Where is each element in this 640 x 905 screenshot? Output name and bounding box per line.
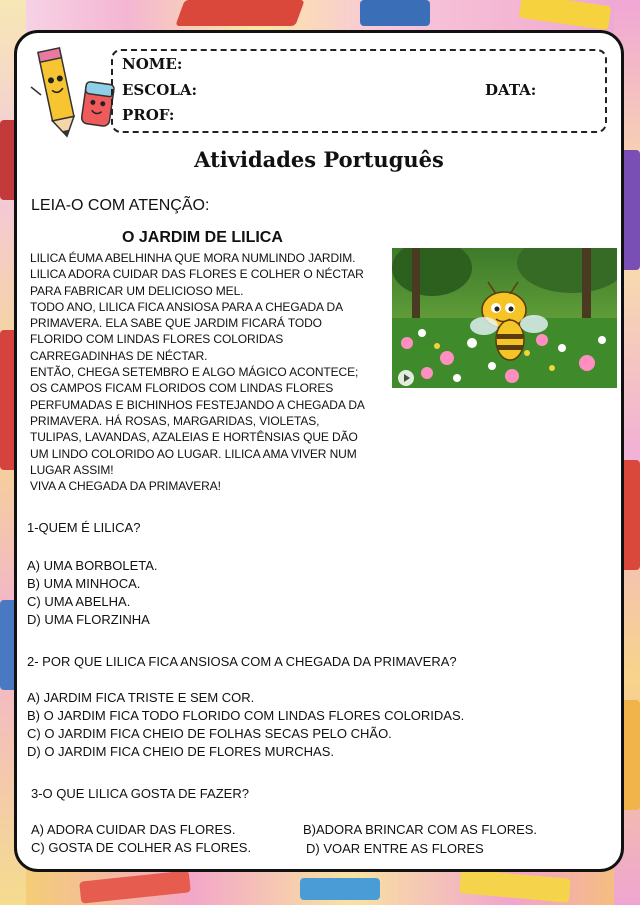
nome-label: NOME: [122, 55, 183, 73]
story-line: PARA FABRICAR UM DELICIOSO MEL. [30, 283, 244, 298]
reading-instruction: LEIA-O COM ATENÇÃO: [31, 197, 210, 214]
question-3-option: B)ADORA BRINCAR COM AS FLORES. [303, 822, 538, 837]
escola-label: ESCOLA: [122, 81, 197, 99]
student-info-box [111, 49, 607, 133]
prof-label: PROF: [122, 106, 175, 124]
story-line: PRIMAVERA. ELA SABE QUE JARDIM FICARÁ TODO [30, 316, 322, 331]
story-line: LILICA ÉUMA ABELHINHA QUE MORA NUMLINDO JARDIM. [30, 251, 356, 265]
question-1-option: B) UMA MINHOCA. [27, 576, 141, 591]
page-title: Atividades Português [194, 147, 444, 172]
story-line: PERFUMADAS E BICHINHOS FESTEJANDO A CHEGADA DA [30, 397, 365, 412]
story-line: ENTÃO, CHEGA SETEMBRO E ALGO MÁGICO ACONTECE; [30, 365, 359, 380]
question-1: 1-QUEM É LILICA? [27, 520, 141, 535]
question-3-option: C) GOSTA DE COLHER AS FLORES. [31, 840, 252, 855]
story-line: FLORIDO COM LINDAS FLORES COLORIDAS [30, 332, 284, 347]
story-line: TULIPAS, LAVANDAS, AZALEIAS E HORTÊNSIAS QUE DÃO [30, 430, 358, 445]
story-line: LUGAR ASSIM! [30, 462, 114, 477]
bee-garden-illustration [392, 248, 617, 388]
worksheet-page [14, 30, 624, 872]
story-title: O JARDIM DE LILICA [122, 229, 283, 246]
story-line: CARREGADINHAS DE NÉCTAR. [30, 348, 208, 363]
story-line: TODO ANO, LILICA FICA ANSIOSA PARA A CHEGADA DA [30, 299, 343, 314]
story-line: PRIMAVERA. HÁ ROSAS, MARGARIDAS, VIOLETAS, [30, 413, 320, 428]
question-3: 3-O QUE LILICA GOSTA DE FAZER? [31, 786, 249, 801]
question-3-option: A) ADORA CUIDAR DAS FLORES. [31, 822, 236, 837]
story-line: UM LINDO COLORIDO AO LUGAR. LILICA AMA VIVER NUM [30, 446, 357, 461]
story-line: VIVA A CHEGADA DA PRIMAVERA! [30, 479, 221, 494]
question-1-option: D) UMA FLORZINHA [27, 612, 150, 627]
question-1-option: A) UMA BORBOLETA. [27, 558, 158, 573]
question-2-option: D) O JARDIM FICA CHEIO DE FLORES MURCHAS. [27, 744, 334, 759]
story-line: OS CAMPOS FICAM FLORIDOS COM LINDAS FLORES [30, 381, 334, 396]
pencil-eraser-mascot-icon [29, 39, 121, 139]
data-label: DATA: [485, 81, 537, 99]
question-3-option: D) VOAR ENTRE AS FLORES [306, 841, 484, 856]
question-2-option: A) JARDIM FICA TRISTE E SEM COR. [27, 690, 255, 705]
story-line: LILICA ADORA CUIDAR DAS FLORES E COLHER O NÉCTAR [30, 267, 364, 282]
question-2-option: C) O JARDIM FICA CHEIO DE FOLHAS SECAS PELO CHÃO. [27, 726, 392, 741]
question-2-option: B) O JARDIM FICA TODO FLORIDO COM LINDAS FLORES COLORIDAS. [27, 708, 465, 723]
story-text [30, 250, 392, 494]
question-1-option: C) UMA ABELHA. [27, 594, 131, 609]
question-2: 2- POR QUE LILICA FICA ANSIOSA COM A CHEGADA DA PRIMAVERA? [27, 654, 457, 669]
play-icon [398, 370, 414, 386]
